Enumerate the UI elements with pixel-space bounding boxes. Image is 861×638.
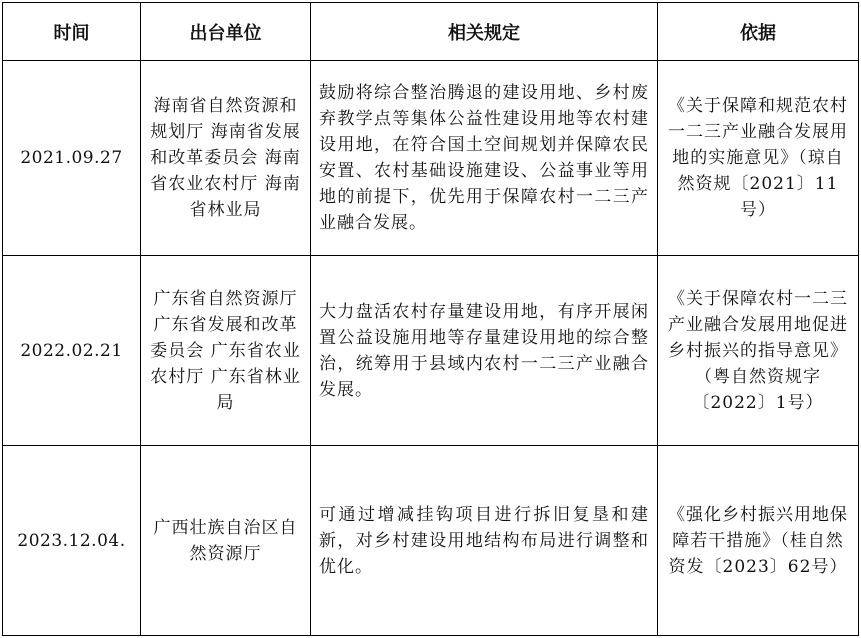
header-unit: 出台单位 (141, 3, 311, 61)
cell-unit (141, 61, 311, 256)
cell-basis-text: 《关于保障和规范农村一二三产业融合发展用地的实施意见》（琼自然资规〔2021〕11号） (668, 96, 848, 220)
cell-rule-text: 鼓励将综合整治腾退的建设用地、乡村废弃教学点等集体公益性建设用地等农村建设用地，在符合国土空间规划并保障农民安置、农村基础设施建设、公益事业等用地的前提下，优先用于保障农村一二三产业融合发展。 (319, 83, 649, 233)
cell-rule (311, 61, 658, 256)
cell-unit-text: 广东省自然资源厅 广东省发展和改革委员会 广东省农业农村厅 广东省林业局 (150, 288, 301, 413)
cell-unit-text: 广西壮族自治区自然资源厅 (153, 517, 298, 564)
cell-basis (658, 61, 859, 256)
cell-basis (658, 446, 859, 636)
cell-unit (141, 256, 311, 446)
cell-rule (311, 256, 658, 446)
cell-date: 2022.02.21 (3, 256, 141, 446)
cell-basis-text: 《关于保障农村一二三产业融合发展用地促进乡村振兴的指导意见》（粤自然资规字〔2022〕1号） (668, 288, 848, 413)
cell-basis-text: 《强化乡村振兴用地保障若干措施》（桂自然资发〔2023〕62号） (668, 504, 848, 577)
table-row (3, 446, 859, 636)
table-header-row (3, 3, 859, 61)
cell-basis (658, 256, 859, 446)
cell-rule-text: 大力盘活农村存量建设用地，有序开展闲置公益设施用地等存量建设用地的综合整治，统筹用于县域内农村一二三产业融合发展。 (319, 301, 649, 400)
cell-unit (141, 446, 311, 636)
cell-rule (311, 446, 658, 636)
table-row (3, 256, 859, 446)
cell-date: 2021.09.27 (3, 61, 141, 256)
header-rule: 相关规定 (311, 3, 658, 61)
table-row (3, 61, 859, 256)
cell-rule-text: 可通过增减挂钩项目进行拆旧复垦和建新，对乡村建设用地结构布局进行调整和优化。 (319, 504, 649, 577)
cell-date: 2023.12.04. (3, 446, 141, 636)
header-basis: 依据 (658, 3, 859, 61)
cell-unit-text: 海南省自然资源和规划厅 海南省发展和改革委员会 海南省农业农村厅 海南省林业局 (150, 96, 301, 220)
header-date: 时间 (3, 3, 141, 61)
policy-table (2, 2, 859, 636)
